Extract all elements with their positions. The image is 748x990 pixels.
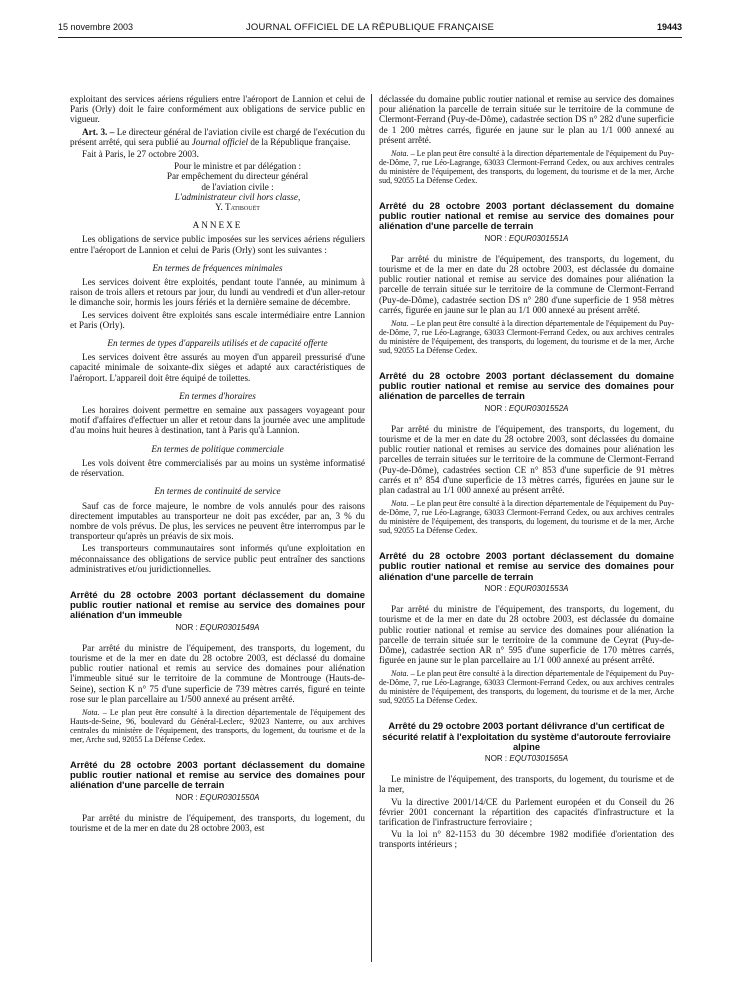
arrete-3-nor	[379, 234, 674, 244]
signature-line-2: Par empêchement du directeur général	[166, 171, 309, 182]
nor-label: NOR :	[484, 403, 509, 413]
signature-line-4: L'administrateur civil hors classe,	[174, 191, 301, 202]
nor-code: EQUR0301552A	[508, 403, 569, 413]
arrete-4-text: Par arrêté du ministre de l'équipement, des transports, du logement, du tourisme et de la mer en date du 28 octobre 2003, sont déclassées du domaine public routier national et remises au service des domaines pour aliénation les parcelles de terrain situées sur le territoire de la commune de Clermont-Ferrand (Puy-de-Dôme), cadastrées section CE n° 853 d'une superficie de 91 mètres carrés et n° 854 d'une superficie de 13 mètres carrés, figurées en jaune sur le plan cadastral au 1/1 000 annexé au présent arrêté.	[379, 423, 674, 496]
left-column	[70, 94, 365, 835]
nota-text: Le plan peut être consulté à la direction départementale de l'équipement du Puy-de-Dôme, 7, rue Léo-Lagrange, 63033 Clermont-Ferrand Cedex, ou aux archives centrales du ministère de l'équipement, des transports, du logement, du tourisme et de la mer, Arche sud, 92055 La Défense Cedex.	[379, 669, 675, 706]
signature-line-3: de l'aviation civile :	[201, 181, 274, 192]
arrete-6-title: Arrêté du 29 octobre 2003 portant délivrance d'un certificat de sécurité relatif à l'exploitation du système d'autoroute ferroviaire alpine	[382, 720, 671, 752]
nor-label: NOR :	[175, 622, 200, 632]
arrete-2-text: Par arrêté du ministre de l'équipement, des transports, du logement, du tourisme et de la mer en date du 28 octobre 2003, est	[70, 812, 365, 833]
arrete-4-nor	[379, 404, 674, 414]
signatory-name: Y. Tatibouët	[215, 202, 260, 213]
nota-label: Nota. –	[391, 669, 415, 679]
arrete-3-title: Arrêté du 28 octobre 2003 portant déclassement du domaine public routier national et remise au service des domaines pour aliénation d'une parcelle de terrain	[379, 200, 674, 232]
right-column	[379, 94, 674, 852]
arrete-1-title: Arrêté du 28 octobre 2003 portant déclassement du domaine public routier national et remise au service des domaines pour aliénation d'un immeuble	[70, 588, 365, 621]
nor-code: EQUT0301565A	[509, 753, 569, 763]
arrete-5-text: Par arrêté du ministre de l'équipement, des transports, du logement, du tourisme et de la mer en date du 28 octobre 2003, est déclassée du domaine public routier national et remise au service des domaines pour aliénation la parcelle de terrain située sur le territoire de la commune de Ceyrat (Puy-de-Dôme), cadastrée section AR n° 595 d'une superficie de 170 mètres carrés, figurée en jaune sur le plan parcellaire au 1/1 000 annexé au présent arrêté.	[379, 604, 674, 666]
arrete-1-nor	[70, 623, 365, 633]
journal-officiel-ref: Journal officiel	[191, 136, 249, 147]
arrete-2-title: Arrêté du 28 octobre 2003 portant déclassement du domaine public routier national et remise au service des domaines pour aliénation d'une parcelle de terrain	[70, 758, 365, 791]
intro-paragraph: exploitant des services aériens réguliers entre l'aéroport de Lannion et celui de Paris (Orly) doit le faire conformément aux obligations de service public en vigueur.	[70, 94, 365, 125]
frequences-p2: Les services doivent être exploités sans escale intermédiaire entre Lannion et Paris (Orly).	[70, 309, 365, 330]
signature-line-1: Pour le ministre et par délégation :	[173, 161, 302, 172]
arrete-4-note	[379, 499, 674, 535]
article-3-text: Le directeur général de l'aviation civile est chargé de l'exécution du présent arrêté, qui sera publié au	[70, 126, 365, 147]
section-horaires: En termes d'horaires	[179, 390, 256, 401]
arrete-5-title: Arrêté du 28 octobre 2003 portant déclassement du domaine public routier national et remise au service des domaines pour aliénation d'une parcelle de terrain	[379, 550, 674, 582]
section-appareils: En termes de types d'appareils utilisés et de capacité offerte	[107, 338, 328, 349]
arrete-3-text: Par arrêté du ministre de l'équipement, des transports, du logement, du tourisme et de la mer en date du 28 octobre 2003, est déclassée du domaine public routier national et remise au service des domaines pour aliénation la parcelle de terrain située sur le territoire de la commune de Clermont-Ferrand (Puy-de-Dôme), cadastrée section DS n° 280 d'une superficie de 1 958 mètres carrés, figurée en jaune sur le plan au 1/1 000 annexé au présent arrêté.	[379, 253, 674, 315]
fait-a-paris: Fait à Paris, le 27 octobre 2003.	[82, 149, 199, 160]
section-continuite: En termes de continuité de service	[154, 486, 281, 497]
continued-text: déclassée du domaine public routier national et remise au service des domaines pour aliénation la parcelle de terrain située sur le territoire de la commune de Clermont-Ferrand (Puy-de-Dôme), cadastrée section DS n° 282 d'une superficie de 1 200 mètres carrés, figurée en jaune sur le plan au 1/1 000 annexé au présent arrêté.	[379, 94, 674, 145]
frequences-p1: Les services doivent être exploités, pendant toute l'année, au minimum à raison de trois allers et retours par jour, du lundi au vendredi et d'un aller-retour le dimanche soir, hormis les jours fériés et la dernière semaine de décembre.	[70, 277, 365, 308]
nor-code: EQUR0301549A	[199, 622, 260, 632]
nota-label: Nota. –	[391, 499, 415, 509]
arrete-6-p2: Vu la directive 2001/14/CE du Parlement européen et du Conseil du 26 février 2001 concernant la répartition des capacités d'infrastructure et la tarification de l'infrastructure ferroviaire ;	[379, 796, 674, 827]
continuite-p2: Les transporteurs communautaires sont informés qu'une exploitation en méconnaissance des obligations de service public peut entraîner des sanctions administratives et/ou juridictionnelles.	[70, 543, 365, 574]
section-frequences: En termes de fréquences minimales	[152, 262, 283, 273]
arrete-6-p1: Le ministre de l'équipement, des transports, du logement, du tourisme et de la mer,	[379, 774, 674, 795]
nor-label: NOR :	[484, 583, 509, 593]
article-3	[70, 127, 365, 147]
section-commerciale: En termes de politique commerciale	[151, 443, 284, 454]
header-rule	[58, 37, 682, 38]
continuite-p1: Sauf cas de force majeure, le nombre de vols annulés pour des raisons directement imputables au transporteur ne doit pas excéder, par an, 3 % du nombre de vols prévus. De plus, les services ne peuvent être interrompus par le transporteur qu'après un préavis de six mois.	[70, 500, 365, 542]
nota-label: Nota. –	[391, 319, 415, 329]
nor-code: EQUR0301553A	[508, 583, 569, 593]
annexe-intro: Les obligations de service public imposées sur les services aériens réguliers entre l'aéroport de Lannion et celui de Paris (Orly) sont les suivantes :	[70, 234, 365, 255]
arrete-6-p3: Vu la loi n° 82-1153 du 30 décembre 1982 modifiée d'orientation des transports intérieurs ;	[379, 829, 674, 850]
arrete-3-note	[379, 319, 674, 355]
appareils-p1: Les services doivent être assurés au moyen d'un appareil pressurisé d'une capacité minimale de soixante-dix sièges et adapté aux caractéristiques de l'aéroport. L'appareil doit être équipé de toilettes.	[70, 352, 365, 383]
article-3-label: Art. 3. –	[82, 126, 115, 137]
nor-code: EQUR0301551A	[508, 233, 569, 243]
nota-text: Le plan peut être consulté à la direction départementale de l'équipement du Puy-de-Dôme, 7, rue Léo-Lagrange, 63033 Clermont-Ferrand Cedex, ou aux archives centrales du ministère de l'équipement, des transports, du logement, du tourisme et de la mer, Arche sud, 92055 La Défense Cedex.	[379, 149, 675, 186]
nota-text: Le plan peut être consulté à la direction départementale de l'équipement du Puy-de-Dôme, 7, rue Léo-Lagrange, 63033 Clermont-Ferrand Cedex, ou aux archives centrales du ministère de l'équipement, des transports, du logement, du tourisme et de la mer, Arche sud, 92055 La Défense Cedex.	[379, 499, 675, 536]
nota-label: Nota. –	[82, 707, 107, 717]
nor-label: NOR :	[484, 753, 510, 763]
arrete-1-note	[70, 708, 365, 744]
column-divider	[371, 94, 372, 962]
nor-label: NOR :	[175, 792, 200, 802]
header-date: 15 novembre 2003	[58, 22, 134, 32]
nota-text: Le plan peut être consulté à la direction départementale de l'équipement des Hauts-de-Seine, 96, boulevard du Général-Leclerc, 92023 Nanterre, ou aux archives centrales du ministère de l'équipement, des transports, du logement, du tourisme et de la mer, Arche sud, 92055 La Défense Cedex.	[70, 707, 365, 744]
annexe-heading: ANNEXE	[192, 220, 243, 231]
nor-code: EQUR0301550A	[199, 792, 260, 802]
arrete-5-note	[379, 669, 674, 705]
nota-label: Nota. –	[391, 149, 415, 159]
continued-note	[379, 149, 674, 185]
page-header	[58, 22, 682, 36]
arrete-6-nor	[379, 754, 674, 764]
journal-title: JOURNAL OFFICIEL DE LA RÉPUBLIQUE FRANÇAISE	[245, 22, 495, 33]
arrete-1-text: Par arrêté du ministre de l'équipement, des transports, du logement, du tourisme et de la mer en date du 28 octobre 2003, est déclassé du domaine public routier national et remis au service des domaines pour aliénation l'immeuble situé sur le territoire de la commune de Montrouge (Hauts-de-Seine), section K n° 75 d'une superficie de 739 mètres carrés, figuré en teinte rose sur le plan parcellaire au 1/500 annexé au présent arrêté.	[70, 642, 365, 704]
horaires-p1: Les horaires doivent permettre en semaine aux passagers voyageant pour motif d'affaires d'effectuer un aller et retour dans la journée avec une amplitude d'au moins huit heures à destination, tant à Paris qu'à Lannion.	[70, 405, 365, 436]
arrete-4-title: Arrêté du 28 octobre 2003 portant déclassement du domaine public routier national et remise au service des domaines pour aliénation de parcelles de terrain	[379, 370, 674, 402]
page-number: 19443	[656, 22, 682, 32]
nor-label: NOR :	[484, 233, 509, 243]
nota-text: Le plan peut être consulté à la direction départementale de l'équipement du Puy-de-Dôme, 7, rue Léo-Lagrange, 63033 Clermont-Ferrand Cedex, ou aux archives centrales du ministère de l'équipement, des transports, du logement, du tourisme et de la mer, Arche sud, 92055 La Défense Cedex.	[379, 319, 675, 356]
arrete-5-nor	[379, 584, 674, 594]
commerciale-p1: Les vols doivent être commercialisés par au moins un système informatisé de réservation.	[70, 457, 365, 479]
arrete-2-nor	[70, 793, 365, 803]
article-3-end: de la République française.	[248, 136, 351, 147]
